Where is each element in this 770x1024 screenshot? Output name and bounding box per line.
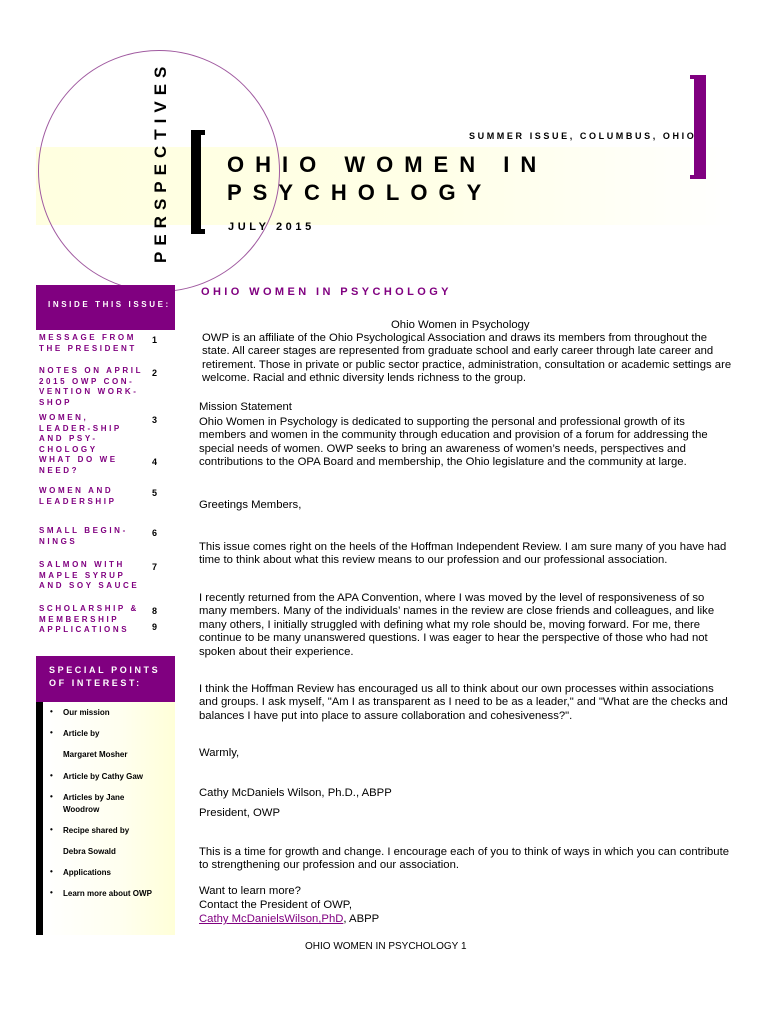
toc-item-page: 5 bbox=[152, 488, 158, 498]
article-title: Ohio Women in Psychology bbox=[391, 319, 530, 331]
bullet-icon: • bbox=[50, 825, 53, 834]
special-point-item: Recipe shared by bbox=[63, 826, 130, 835]
letter-paragraph: I think the Hoffman Review has encouraged us all to think about our own processes within associations and groups. I ask myself, "Am I as transparent as I need to be as a leader," and "What are the checks and balances I have put into place to assure collaboration and cohesiveness?". bbox=[199, 683, 728, 722]
intro-paragraph: OWP is an affiliate of the Ohio Psychological Association and draws its members from throughout the state. All career stages are represented from graduate school and early career through late career and retirement. Those in private or public sector practice, administration, consultation or academic settings are welcome. Racial and ethnic diversity lends richness to the group. bbox=[202, 332, 732, 385]
mission-heading: Mission Statement bbox=[199, 401, 292, 413]
special-point-item: Articles by Jane Woodrow bbox=[63, 793, 125, 814]
signature-name: Cathy McDaniels Wilson, Ph.D., ABPP bbox=[199, 787, 392, 799]
special-point-item: Debra Sowald bbox=[63, 847, 116, 856]
toc-item-page: 7 bbox=[152, 562, 158, 572]
closing: Warmly, bbox=[199, 747, 240, 759]
toc-item-label: WOMEN AND LEADERSHIP bbox=[39, 486, 117, 506]
toc-item-page: 3 bbox=[152, 415, 158, 425]
special-points-header: SPECIAL POINTS OF INTEREST: bbox=[36, 656, 175, 702]
president-contact-link[interactable]: Cathy McDanielsWilson,PhD bbox=[199, 913, 344, 925]
title-line-1: OHIO WOMEN IN bbox=[227, 152, 548, 177]
newsletter-title bbox=[227, 151, 547, 207]
toc-item-page: 1 bbox=[152, 335, 158, 345]
contact-text: Contact the President of OWP, bbox=[199, 899, 353, 911]
mission-paragraph: Ohio Women in Psychology is dedicated to supporting the personal and professional growth of its members and women in the community through education and provision of a forum for addressing the special needs of women. OWP seeks to bring an awareness of women’s needs, perspectives and contributions to the OPA Board and membership, the Ohio legislature and the community at large. bbox=[199, 416, 708, 469]
special-point-item: Applications bbox=[63, 868, 112, 877]
letter-paragraph: This issue comes right on the heels of the Hoffman Independent Review. I am sure many of you have had time to think about what this review means to our profession and our professional association. bbox=[199, 541, 727, 567]
bullet-icon: • bbox=[50, 728, 53, 737]
toc-item-page: 6 bbox=[152, 528, 158, 538]
perspectives-vertical-label: PERSPECTIVES bbox=[151, 60, 170, 263]
greeting: Greetings Members, bbox=[199, 499, 302, 511]
special-points-box bbox=[36, 702, 175, 935]
toc-item-page: 9 bbox=[152, 622, 158, 632]
issue-date: JULY 2015 bbox=[228, 221, 315, 233]
toc-item-page: 2 bbox=[152, 368, 158, 378]
bullet-icon: • bbox=[50, 771, 53, 780]
contact-suffix: , ABPP bbox=[343, 913, 380, 925]
bullet-icon: • bbox=[50, 792, 53, 801]
letter-paragraph: This is a time for growth and change. I encourage each of you to think of ways in which you can contribute to strengthening our profession and our association. bbox=[199, 846, 729, 872]
contact-line bbox=[199, 913, 735, 926]
bullet-icon: • bbox=[50, 707, 53, 716]
right-bracket bbox=[690, 75, 706, 179]
title-line-2: PSYCHOLOGY bbox=[227, 180, 493, 205]
special-point-item: Article by Cathy Gaw bbox=[63, 772, 144, 781]
signature-title: President, OWP bbox=[199, 807, 280, 819]
bullet-icon: • bbox=[50, 867, 53, 876]
inside-this-issue-header: INSIDE THIS ISSUE: bbox=[36, 285, 175, 330]
special-point-item: Margaret Mosher bbox=[63, 750, 128, 759]
toc-item-label: SALMON WITH MAPLE SYRUP AND SOY SAUCE bbox=[39, 560, 140, 591]
toc-item-label: NOTES ON APRIL 2015 OWP CON-VENTION WORK-SHOP bbox=[39, 366, 143, 407]
section-heading: OHIO WOMEN IN PSYCHOLOGY bbox=[201, 286, 452, 298]
toc-item-label: SCHOLARSHIP & MEMBERSHIP APPLICATIONS bbox=[39, 604, 139, 635]
issue-line: SUMMER ISSUE, COLUMBUS, OHIO bbox=[469, 131, 697, 141]
toc-item-page: 4 bbox=[152, 457, 158, 467]
toc-item-label: MESSAGE FROM THE PRESIDENT bbox=[39, 333, 137, 353]
toc-item-label: SMALL BEGIN-NINGS bbox=[39, 526, 128, 546]
special-point-item: Our mission bbox=[63, 708, 110, 717]
special-point-item: Learn more about OWP bbox=[63, 889, 152, 898]
bullet-icon: • bbox=[50, 888, 53, 897]
letter-paragraph: I recently returned from the APA Convention, where I was moved by the level of responsiveness of so many members. Many of the individuals’ names in the review are close friends and colleagues, and like many others, I initially struggled with defining what my role should be, moving forward. For me, there continue to be many unanswered questions. I was eager to hear the perspective of those who had not spoken about their experience. bbox=[199, 592, 715, 658]
left-bracket bbox=[191, 130, 205, 234]
toc-item-page: 8 bbox=[152, 606, 158, 616]
toc-item-label: WHAT DO WE NEED? bbox=[39, 455, 118, 475]
special-point-item: Article by bbox=[63, 729, 100, 738]
toc-item-label: WOMEN, LEADER-SHIP AND PSY-CHOLOGY bbox=[39, 413, 122, 454]
page-footer: OHIO WOMEN IN PSYCHOLOGY 1 bbox=[305, 941, 467, 952]
learn-more-heading: Want to learn more? bbox=[199, 885, 301, 897]
